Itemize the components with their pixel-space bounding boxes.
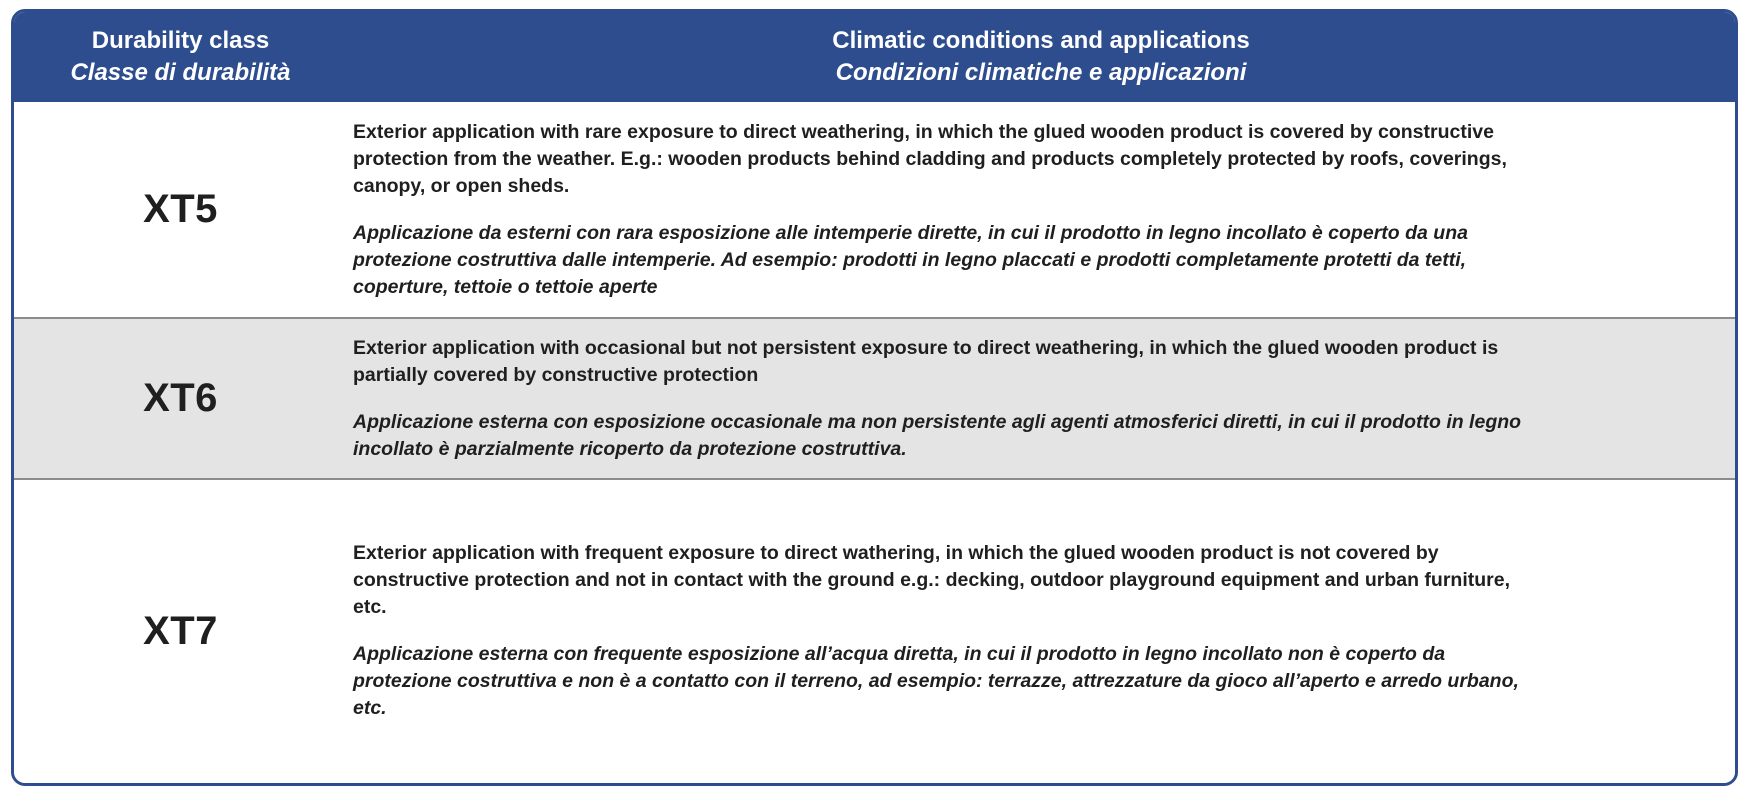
header-durability-class-it: Classe di durabilità	[70, 59, 291, 86]
header-durability-class-en: Durability class	[91, 27, 270, 54]
header-climatic-conditions-it: Condizioni climatiche e applicazioni	[835, 59, 1247, 86]
durability-class-label-xt7: XT7	[143, 608, 218, 653]
header-cell-durability-class	[14, 25, 347, 89]
table-header	[14, 12, 1735, 102]
durability-table	[11, 9, 1738, 786]
header-cell-climatic-conditions	[347, 25, 1735, 89]
description-it-xt7: Applicazione esterna con frequente esposizione all’acqua diretta, in cui il prodotto in legno incollato non è coperto da protezione costruttiva e non è a contatto con il terreno, ad esempio: terrazze, attrezzature da gioco all’aperto e arredo urbano, etc.	[353, 643, 1519, 720]
table-row-xt5	[14, 102, 1735, 317]
description-it-xt5: Applicazione da esterni con rara esposizione alle intemperie dirette, in cui il prodotto in legno incollato è coperto da una protezione costruttiva dalle intemperie. Ad esempio: prodotti in legno placcati e prodotti completamente protetti da tetti, coperture, tettoie o tettoie aperte	[353, 221, 1468, 298]
durability-class-label-xt6: XT6	[143, 376, 218, 421]
table-row-xt7	[14, 478, 1735, 783]
description-en-xt5: Exterior application with rare exposure to direct weathering, in which the glued wooden product is covered by constructive protection from the weather. E.g.: wooden products behind cladding and products completely protected by roofs, coverings, canopy, or open sheds.	[353, 120, 1507, 197]
table-row-xt6	[14, 317, 1735, 477]
description-cell-xt5	[347, 102, 1735, 317]
description-en-xt7: Exterior application with frequent exposure to direct wathering, in which the glued wooden product is not covered by constructive protection and not in contact with the ground e.g.: decking, outdoor playground equipment and urban furniture, etc.	[353, 542, 1511, 619]
header-climatic-conditions-en: Climatic conditions and applications	[832, 27, 1250, 54]
durability-class-label-xt5: XT5	[143, 187, 218, 232]
description-cell-xt6	[347, 319, 1735, 477]
description-it-xt6: Applicazione esterna con esposizione occasionale ma non persistente agli agenti atmosferici diretti, in cui il prodotto in legno incollato è parzialmente ricoperto da protezione costruttiva.	[353, 410, 1522, 460]
description-cell-xt7	[347, 480, 1735, 783]
description-en-xt6: Exterior application with occasional but not persistent exposure to direct weathering, in which the glued wooden product is partially covered by constructive protection	[353, 336, 1499, 386]
